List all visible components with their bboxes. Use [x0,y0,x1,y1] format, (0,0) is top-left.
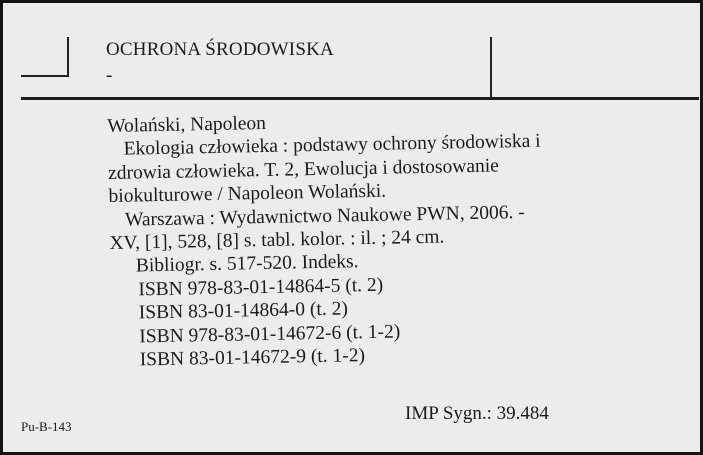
imprint-line: XV, [1], 528, [8] s. tabl. kolor. : il. ; 24 cm. [109,226,445,254]
corner-mark-horizontal [21,75,69,77]
call-number: Pu-B-143 [21,419,72,434]
heading-divider-vertical [490,37,492,99]
isbn-line: ISBN 978-83-01-14864-5 (t. 2) [138,274,384,301]
title-line: zdrowia człowieka. T. 2, Ewolucja i dostosowanie [107,155,500,184]
corner-mark-vertical [67,37,69,77]
title-line: biokulturowe / Napoleon Wolański. [108,180,387,208]
heading-divider-horizontal [21,97,699,100]
isbn-line: ISBN 83-01-14672-9 (t. 1-2) [139,345,366,371]
subject-heading: OCHRONA ŚRODOWISKA [106,39,334,60]
notes-line: Bibliogr. s. 517-520. Indeks. [135,251,359,277]
isbn-line: ISBN 83-01-14864-0 (t. 2) [138,298,349,324]
isbn-line: ISBN 978-83-01-14672-6 (t. 1-2) [139,320,401,347]
author-line: Wolański, Napoleon [107,112,267,137]
bibliographic-description [107,105,652,373]
library-signature: IMP Sygn.: 39.484 [405,403,549,424]
imprint-line: Warszawa : Wydawnictwo Naukowe PWN, 2006. - [124,201,525,231]
title-line: Ekologia człowieka : podstawy ochrony środowiska i [123,131,541,161]
subject-dash: - [106,65,113,86]
